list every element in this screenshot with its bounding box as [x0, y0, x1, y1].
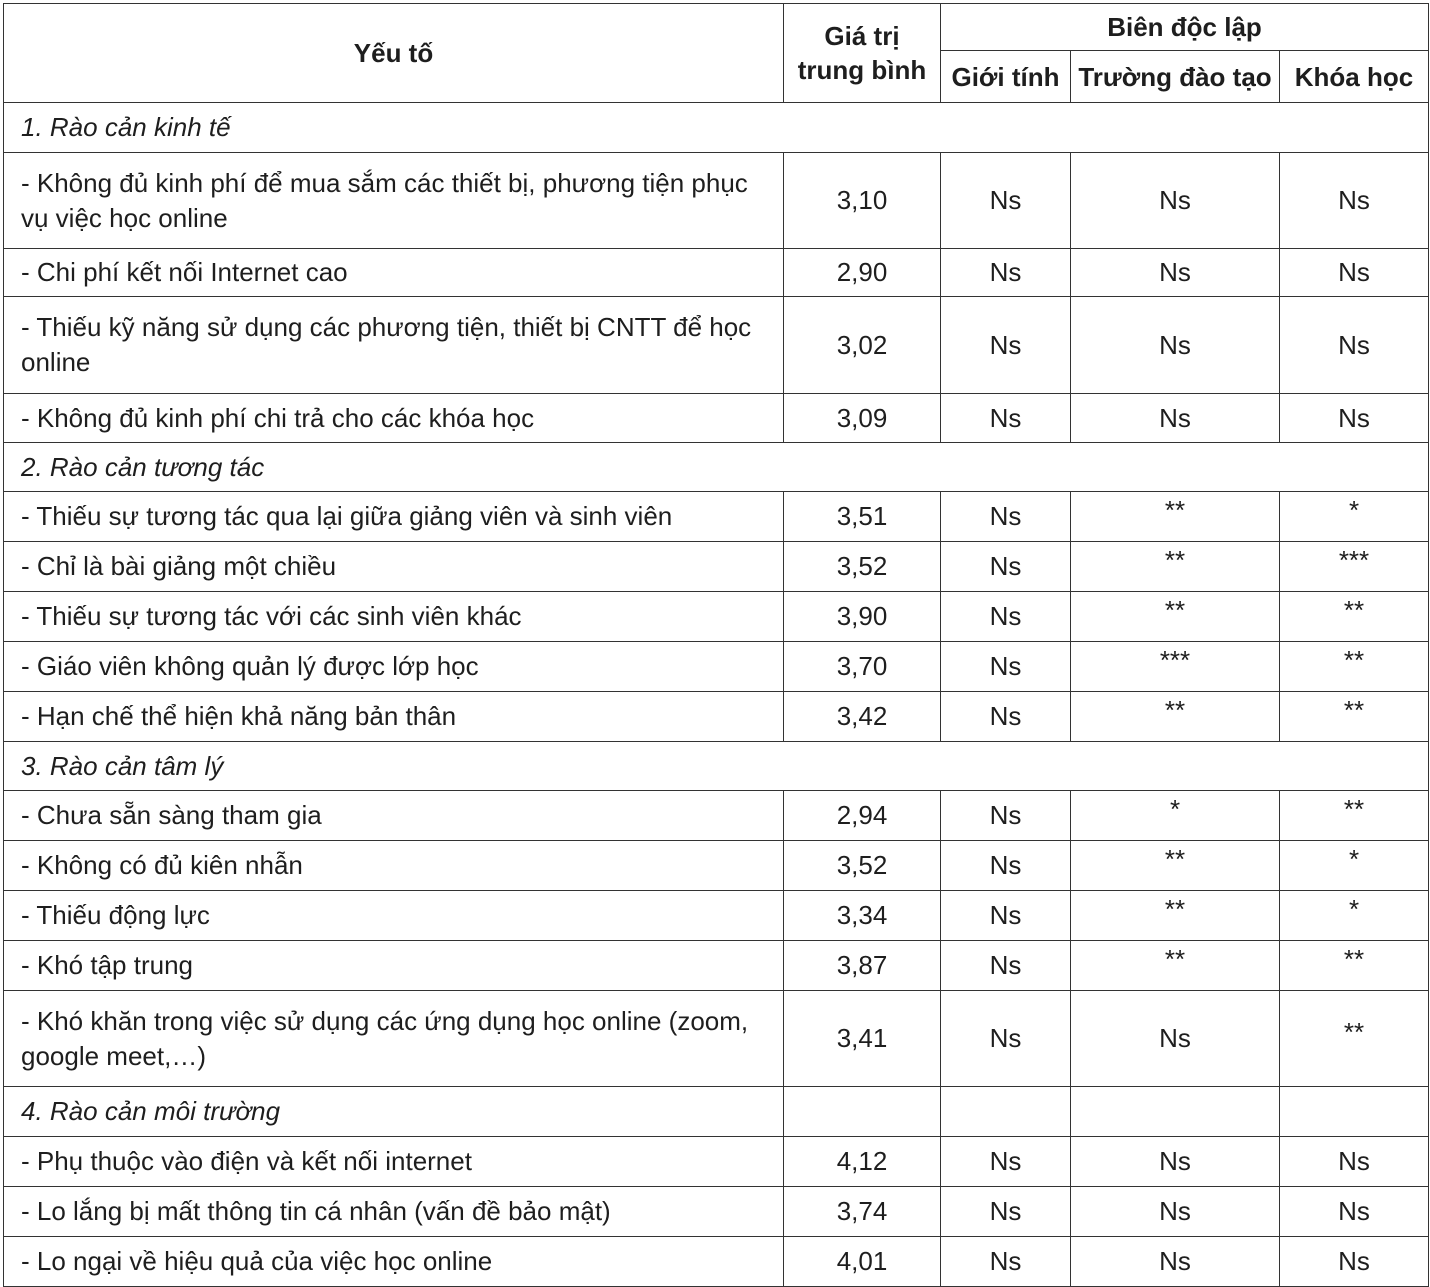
- section-title: 4. Rào cản môi trường: [4, 1087, 784, 1137]
- school-significance: **: [1164, 894, 1186, 924]
- factor-label: - Không đủ kinh phí để mua sắm các thiết bị, phương tiện phục vụ việc học online: [4, 153, 784, 249]
- gender-value: Ns: [941, 891, 1071, 941]
- gender-value: Ns: [941, 841, 1071, 891]
- empty-cell: [1071, 1087, 1280, 1137]
- barriers-table: [3, 3, 1429, 1287]
- course-cell: [1280, 692, 1429, 742]
- course-cell: [1280, 642, 1429, 692]
- section-title: 3. Rào cản tâm lý: [4, 742, 1429, 791]
- mean-value: 3,02: [784, 297, 941, 394]
- course-significance: **: [1343, 695, 1365, 725]
- gender-value: Ns: [941, 1137, 1071, 1187]
- course-cell: [1280, 492, 1429, 542]
- section-row: [4, 103, 1429, 153]
- school-cell: [1071, 642, 1280, 692]
- header-mean: Giá trị trung bình: [784, 4, 941, 103]
- table-row: [4, 592, 1429, 642]
- course-significance: **: [1343, 1017, 1365, 1047]
- school-cell: [1071, 492, 1280, 542]
- course-significance: **: [1343, 794, 1365, 824]
- factor-label: - Chỉ là bài giảng một chiều: [4, 542, 784, 592]
- gender-value: Ns: [941, 991, 1071, 1087]
- table-body: [4, 103, 1429, 1287]
- course-cell: [1280, 841, 1429, 891]
- table-row: [4, 642, 1429, 692]
- factor-label: - Giáo viên không quản lý được lớp học: [4, 642, 784, 692]
- course-cell: [1280, 542, 1429, 592]
- gender-value: Ns: [941, 1187, 1071, 1237]
- header-school: Trường đào tạo: [1071, 51, 1280, 103]
- school-cell: [1071, 941, 1280, 991]
- mean-value: 3,42: [784, 692, 941, 742]
- empty-cell: [1280, 1087, 1429, 1137]
- mean-value: 3,51: [784, 492, 941, 542]
- course-significance: **: [1343, 595, 1365, 625]
- mean-value: 3,90: [784, 592, 941, 642]
- course-value: Ns: [1280, 1187, 1429, 1237]
- section-row: [4, 443, 1429, 492]
- mean-value: 3,52: [784, 542, 941, 592]
- gender-value: Ns: [941, 542, 1071, 592]
- school-cell: [1071, 891, 1280, 941]
- mean-value: 3,34: [784, 891, 941, 941]
- course-significance: *: [1348, 495, 1360, 525]
- school-cell: [1071, 841, 1280, 891]
- school-significance: *: [1169, 794, 1181, 824]
- mean-value: 2,94: [784, 791, 941, 841]
- section-title: 2. Rào cản tương tác: [4, 443, 1429, 492]
- course-significance: ***: [1338, 545, 1370, 575]
- school-value: Ns: [1071, 1237, 1280, 1287]
- section-title: 1. Rào cản kinh tế: [4, 103, 1429, 153]
- school-value: Ns: [1071, 297, 1280, 394]
- table-row: [4, 891, 1429, 941]
- table-row: [4, 991, 1429, 1087]
- course-cell: [1280, 991, 1429, 1087]
- factor-label: - Lo ngại về hiệu quả của việc học online: [4, 1237, 784, 1287]
- gender-value: Ns: [941, 492, 1071, 542]
- factor-label: - Thiếu sự tương tác với các sinh viên khác: [4, 592, 784, 642]
- table-row: [4, 492, 1429, 542]
- mean-value: 3,09: [784, 394, 941, 443]
- gender-value: Ns: [941, 642, 1071, 692]
- gender-value: Ns: [941, 1237, 1071, 1287]
- school-significance: **: [1164, 695, 1186, 725]
- factor-label: - Lo lắng bị mất thông tin cá nhân (vấn đề bảo mật): [4, 1187, 784, 1237]
- course-cell: [1280, 891, 1429, 941]
- school-significance: **: [1164, 844, 1186, 874]
- gender-value: Ns: [941, 249, 1071, 297]
- school-value: Ns: [1071, 153, 1280, 249]
- table-header: [4, 4, 1429, 103]
- course-cell: [1280, 791, 1429, 841]
- course-significance: **: [1343, 944, 1365, 974]
- course-cell: [1280, 941, 1429, 991]
- factor-label: - Khó khăn trong việc sử dụng các ứng dụng học online (zoom, google meet,…): [4, 991, 784, 1087]
- gender-value: Ns: [941, 153, 1071, 249]
- mean-value: 4,01: [784, 1237, 941, 1287]
- course-significance: *: [1348, 894, 1360, 924]
- gender-value: Ns: [941, 941, 1071, 991]
- course-value: Ns: [1280, 297, 1429, 394]
- gender-value: Ns: [941, 692, 1071, 742]
- header-factor: Yếu tố: [4, 4, 784, 103]
- mean-value: 3,70: [784, 642, 941, 692]
- course-value: Ns: [1280, 153, 1429, 249]
- gender-value: Ns: [941, 791, 1071, 841]
- table-row: [4, 153, 1429, 249]
- mean-value: 3,52: [784, 841, 941, 891]
- factor-label: - Chi phí kết nối Internet cao: [4, 249, 784, 297]
- school-value: Ns: [1071, 249, 1280, 297]
- table-row: [4, 394, 1429, 443]
- table-row: [4, 249, 1429, 297]
- factor-label: - Không đủ kinh phí chi trả cho các khóa học: [4, 394, 784, 443]
- table-row: [4, 941, 1429, 991]
- school-cell: [1071, 592, 1280, 642]
- mean-value: 3,74: [784, 1187, 941, 1237]
- header-gender: Giới tính: [941, 51, 1071, 103]
- factor-label: - Hạn chế thể hiện khả năng bản thân: [4, 692, 784, 742]
- table-row: [4, 841, 1429, 891]
- school-significance: ***: [1159, 645, 1191, 675]
- school-value: Ns: [1071, 991, 1280, 1087]
- mean-value: 3,87: [784, 941, 941, 991]
- factor-label: - Thiếu kỹ năng sử dụng các phương tiện, thiết bị CNTT để học online: [4, 297, 784, 394]
- gender-value: Ns: [941, 592, 1071, 642]
- table-row: [4, 542, 1429, 592]
- school-significance: **: [1164, 495, 1186, 525]
- factor-label: - Phụ thuộc vào điện và kết nối internet: [4, 1137, 784, 1187]
- school-significance: **: [1164, 944, 1186, 974]
- course-value: Ns: [1280, 394, 1429, 443]
- factor-label: - Thiếu sự tương tác qua lại giữa giảng viên và sinh viên: [4, 492, 784, 542]
- school-cell: [1071, 692, 1280, 742]
- factor-label: - Chưa sẵn sàng tham gia: [4, 791, 784, 841]
- school-significance: **: [1164, 545, 1186, 575]
- course-value: Ns: [1280, 1237, 1429, 1287]
- course-value: Ns: [1280, 249, 1429, 297]
- table-row: [4, 1137, 1429, 1187]
- school-cell: [1071, 542, 1280, 592]
- section-row: [4, 742, 1429, 791]
- mean-value: 2,90: [784, 249, 941, 297]
- header-course: Khóa học: [1280, 51, 1429, 103]
- table-row: [4, 297, 1429, 394]
- empty-cell: [784, 1087, 941, 1137]
- gender-value: Ns: [941, 394, 1071, 443]
- header-independent: Biên độc lập: [941, 4, 1429, 51]
- course-cell: [1280, 592, 1429, 642]
- mean-value: 3,41: [784, 991, 941, 1087]
- factor-label: - Thiếu động lực: [4, 891, 784, 941]
- school-value: Ns: [1071, 1187, 1280, 1237]
- school-significance: **: [1164, 595, 1186, 625]
- mean-value: 4,12: [784, 1137, 941, 1187]
- school-value: Ns: [1071, 1137, 1280, 1187]
- course-value: Ns: [1280, 1137, 1429, 1187]
- empty-cell: [941, 1087, 1071, 1137]
- table-row: [4, 791, 1429, 841]
- factor-label: - Không có đủ kiên nhẫn: [4, 841, 784, 891]
- section-row: [4, 1087, 1429, 1137]
- table-row: [4, 1187, 1429, 1237]
- school-value: Ns: [1071, 394, 1280, 443]
- school-cell: [1071, 791, 1280, 841]
- table-row: [4, 692, 1429, 742]
- course-significance: **: [1343, 645, 1365, 675]
- table-row: [4, 1237, 1429, 1287]
- course-significance: *: [1348, 844, 1360, 874]
- factor-label: - Khó tập trung: [4, 941, 784, 991]
- gender-value: Ns: [941, 297, 1071, 394]
- mean-value: 3,10: [784, 153, 941, 249]
